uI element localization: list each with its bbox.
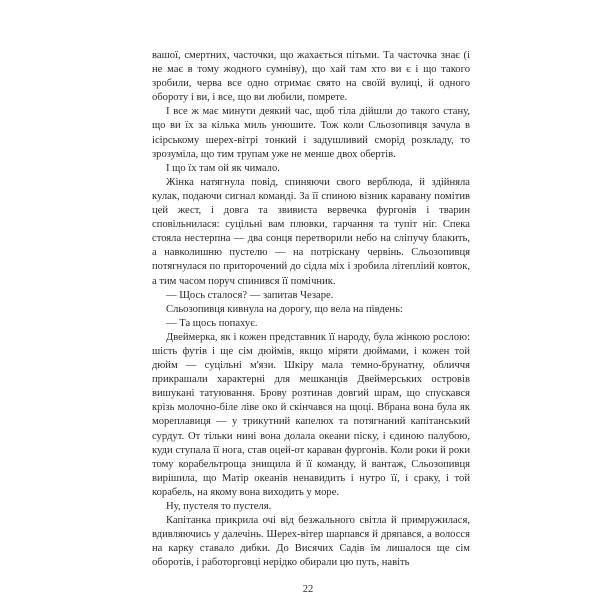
paragraph: Капітанка прикрила очі від безжального світла й примружилася, вдивляючись у далечінь. Шерех-вітер шарпався й дряпався, а волосся на карку ставало дибки. До Висячих Садів їм лишалося ще сім оборотів, і работорговці нерідко обирали цю путь, навіть	[152, 515, 470, 569]
paragraph: Сльозопивця кивнула на дорогу, що вела на південь:	[166, 303, 403, 315]
paragraph: І все ж має минути деякий час, щоб тіла дійшли до такого стану, що ви їх за кілька миль унюшите. Тож коли Сльозопивця зачула в ісірському шерех-вітрі тонкий і задушливий сморід розкладу, то зрозуміла, що тим трупам уже не менше двох обертів.	[152, 106, 470, 160]
page-number: 22	[302, 584, 314, 595]
paragraph: Двеймерка, як і кожен представник її народу, була жінкою рослою: шість футів і ще сім дюймів, якщо міряти дюймами, і кожен той дюйм — суцільні м'язи. Шкіру мала темно-брунатну, обличчя прикрашали характерні для мешканців Двеймерських островів вишукані татуювання. Брову розтинав довгий шрам, що спускався крізь молочно-біле ліве око й скінчався на щоці. Вбрана вона була як мореплавиця — у трикутний капелюх та потягнаний капітанський сурдут. От тільки нині вона долала океани піску, і єдиною палубою, куди ступала її нога, став оцей-от караван фургонів. Коли роки й роки тому корабельтроща знищила й її команду, й вантаж, Сльозопивця вирішила, що Матір океанів ненавидить і нутро її, і сраку, і той корабель, на якому вона виходить у море.	[152, 331, 470, 498]
page-text-body	[152, 49, 470, 570]
dialogue-line: — Щось сталося? — запитав Чезаре.	[166, 289, 334, 301]
paragraph: Жінка натягнула повід, спиняючи свого верблюда, й здійняла кулак, подаючи сигнал команді. За її спиною візник каравану помітив цей жест, і довга та звивиста вервечка фургонів і тварин сповільнилася: суцільні вам плювки, гарчання та тупіт ніг. Спека стояла нестерпна — два сонця перетворили небо на сліпучу блакить, а навколишню пустелю — на потріскану червінь. Сльозопивця потягнулася по приторочений до сідла міх і зробила літепліий ковток, а тим часом поруч спинився її помічник.	[152, 176, 470, 287]
paragraph-continuation: вашої, смертних, часточки, що жахається пітьми. Та часточка знає (і не має в тому жодного сумніву), що хай там хто ви є і що такого зробили, черва все одно отримає свято на своїй вулиці, й одного обороту і ви, і все, що ви любили, помрете.	[152, 50, 470, 104]
paragraph: Ну, пустеля то пустеля.	[166, 501, 272, 512]
paragraph: І що їх там ой як чимало.	[166, 162, 280, 174]
dialogue-line: — Та щось попахує.	[166, 317, 258, 329]
